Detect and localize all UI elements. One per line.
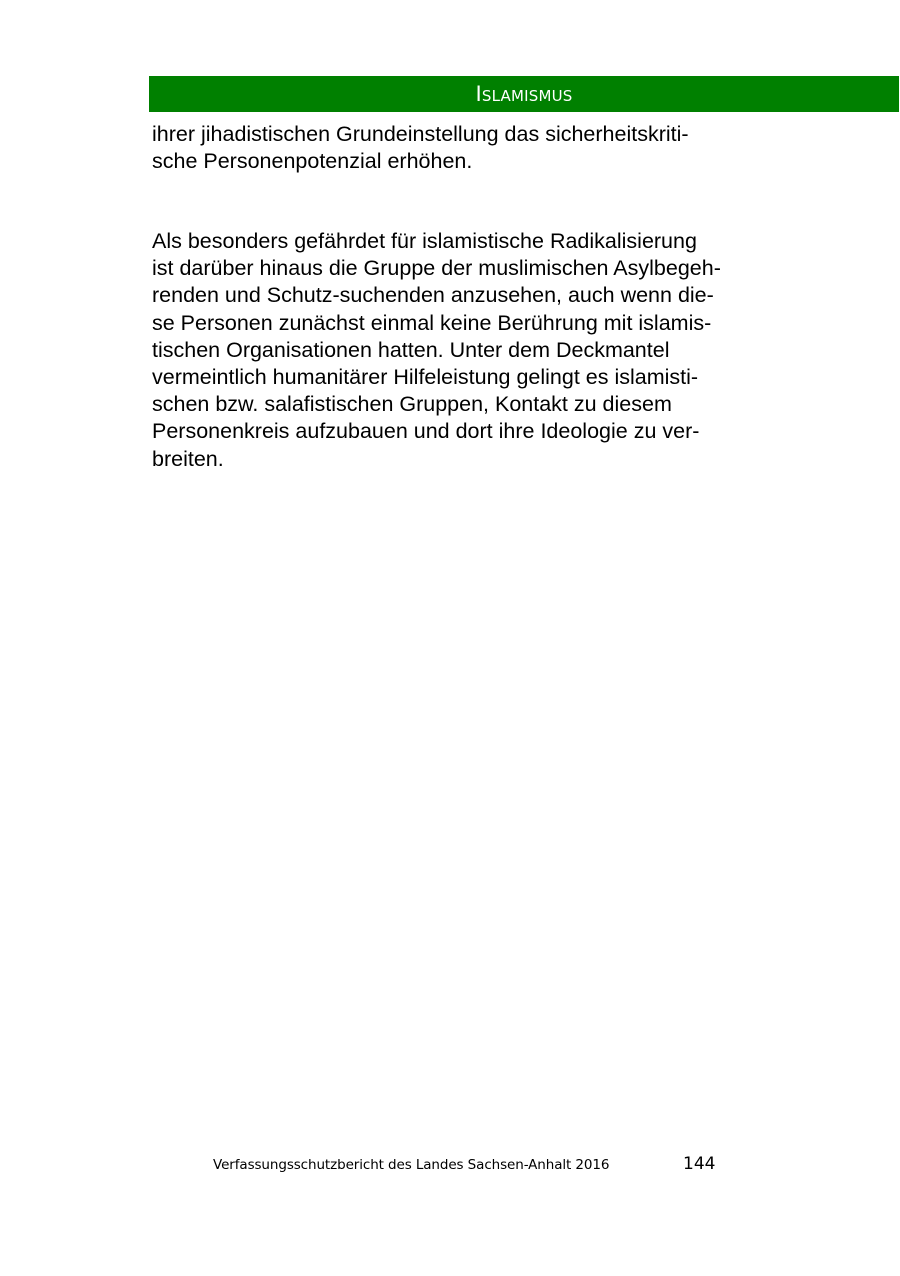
paragraph-line: vermeintlich humanitärer Hilfeleistung gelingt es islamisti- <box>152 365 699 390</box>
paragraph-line: ist darüber hinaus die Gruppe der muslimischen Asylbegeh- <box>152 256 721 281</box>
paragraph-line: breiten. <box>152 446 224 471</box>
paragraph-1 <box>152 121 792 175</box>
section-header-bar <box>149 76 899 112</box>
page-number: 144 <box>683 1154 716 1174</box>
paragraph-line: schen bzw. salafistischen Gruppen, Kontakt zu diesem <box>152 392 672 417</box>
paragraph-line: tischen Organisationen hatten. Unter dem Deckmantel <box>152 337 670 362</box>
footer-publication-title: Verfassungsschutzbericht des Landes Sachsen-Anhalt 2016 <box>213 1157 610 1173</box>
section-title: Islamismus <box>475 81 573 106</box>
paragraph-line: Personenkreis aufzubauen und dort ihre Ideologie zu ver- <box>152 419 700 444</box>
paragraph-line: ihrer jihadistischen Grundeinstellung das sicherheitskriti- <box>152 122 689 146</box>
paragraph-line: Als besonders gefährdet für islamistische Radikalisierung <box>152 229 697 253</box>
paragraph-line: se Personen zunächst einmal keine Berührung mit islamis- <box>152 310 712 335</box>
paragraph-2 <box>152 228 792 473</box>
paragraph-line: renden und Schutz-suchenden anzusehen, auch wenn die- <box>152 283 714 308</box>
paragraph-line: sche Personenpotenzial erhöhen. <box>152 149 473 174</box>
